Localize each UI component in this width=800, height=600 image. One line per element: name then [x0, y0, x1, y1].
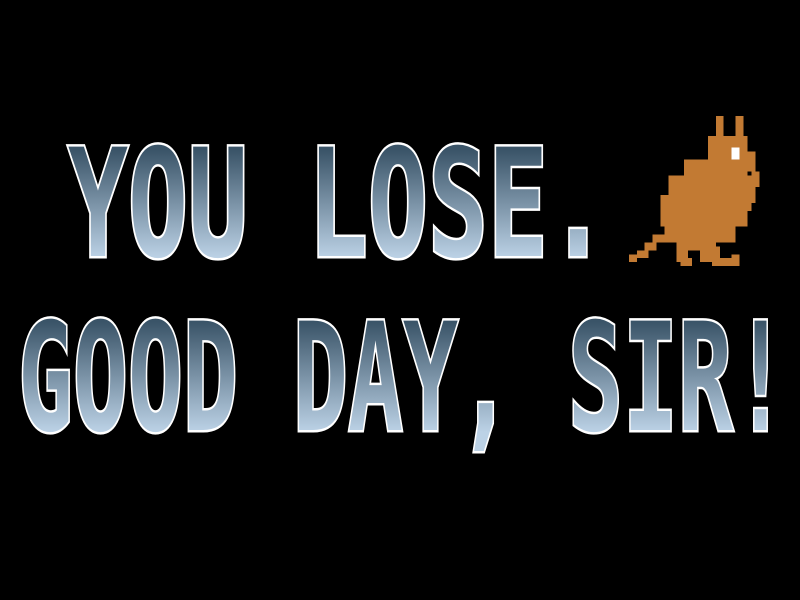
jerboa-icon [628, 116, 776, 274]
you-lose-heading: YOU LOSE. [68, 118, 608, 292]
good-day-sir-heading: GOOD DAY, SIR! [18, 292, 789, 466]
